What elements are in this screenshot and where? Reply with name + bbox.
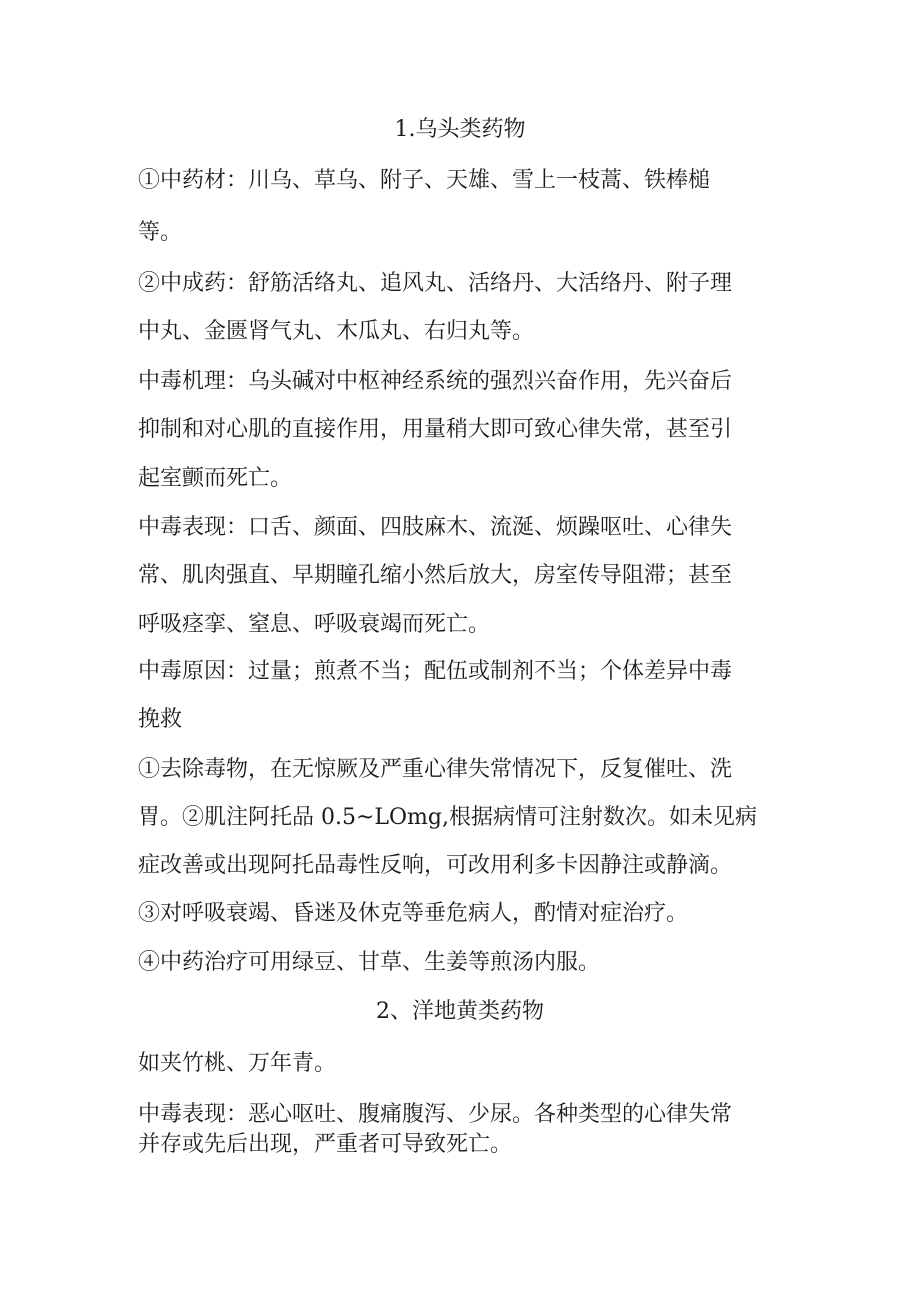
causes-line-2: 挽救	[138, 707, 183, 732]
examples-line-1: 如夹竹桃、万年青。	[138, 1051, 337, 1076]
rescue-line-1: ①去除毒物，在无惊厥及严重心律失常情况下，反复催吐、洗	[138, 757, 733, 782]
symptoms2-line-1: 中毒表现：恶心呕吐、腹痛腹泻、少尿。各种类型的心律失常	[138, 1102, 733, 1127]
rescue-line-4: ③对呼吸衰竭、昏迷及休克等垂危病人，酌情对症治疗。	[138, 901, 689, 926]
symptoms-line-3: 呼吸痉挛、窒息、呼吸衰竭而死亡。	[138, 612, 491, 637]
symptoms-line-2: 常、肌肉强直、早期瞳孔缩小然后放大，房室传导阻滞；甚至	[138, 563, 733, 588]
herbs-line-2: 等。	[138, 220, 183, 245]
mechanism-line-2: 抑制和对心肌的直接作用，用量稍大即可致心律失常，甚至引	[138, 417, 733, 442]
causes-line-1: 中毒原因：过量；煎煮不当；配伍或制剂不当；个体差异中毒	[138, 659, 733, 684]
patent-line-2: 中丸、金匮肾气丸、木瓜丸、右归丸等。	[138, 319, 535, 344]
herbs-line-1: ①中药材：川乌、草乌、附子、天雄、雪上一枝蒿、铁棒槌	[138, 168, 711, 193]
symptoms2-line-2: 并存或先后出现，严重者可导致死亡。	[138, 1132, 513, 1157]
section-1-heading: 1.乌头类药物	[394, 117, 526, 142]
mechanism-line-3: 起室颤而死亡。	[138, 466, 293, 491]
rescue-line-2: 胃。②肌注阿托品 0.5~LOmg,根据病情可注射数次。如未见病	[138, 805, 757, 830]
section-2-heading: 2、洋地黄类药物	[376, 999, 544, 1024]
symptoms-line-1: 中毒表现：口舌、颜面、四肢麻木、流涎、烦躁呕吐、心律失	[138, 515, 733, 540]
patent-line-1: ②中成药：舒筋活络丸、追风丸、活络丹、大活络丹、附子理	[138, 271, 733, 296]
mechanism-line-1: 中毒机理：乌头碱对中枢神经系统的强烈兴奋作用，先兴奋后	[138, 369, 733, 394]
rescue-line-5: ④中药治疗可用绿豆、甘草、生姜等煎汤内服。	[138, 950, 601, 975]
rescue-line-3: 症改善或出现阿托品毒性反响，可改用利多卡因静注或静滴。	[138, 853, 733, 878]
